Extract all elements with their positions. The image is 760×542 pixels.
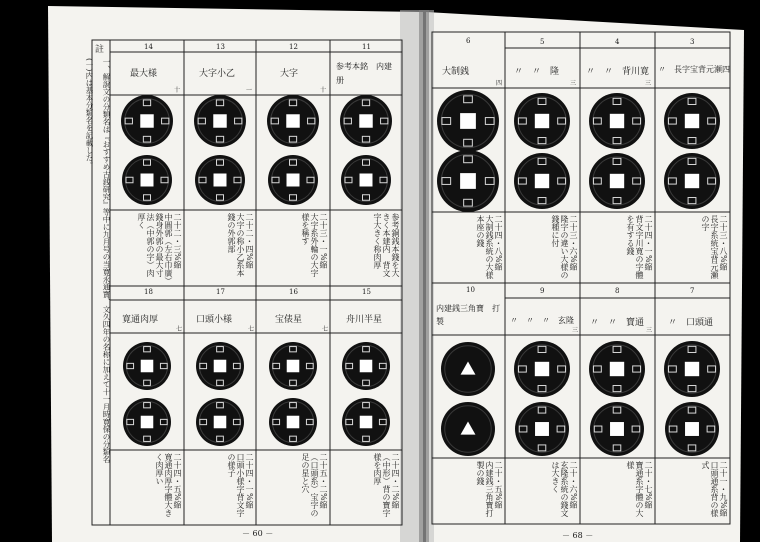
coin-mark: 三 [570,80,577,87]
coin-mark: 三 [572,327,579,334]
coin-reverse [342,398,390,446]
coin-description: 二十三・六%縮 隆字の違い大様の錢種に付 [551,215,578,279]
coin-description: 二十・六%縮 玄隆系統の錢文は大きく [551,461,578,517]
coin-description: 二十二・三%縮 中圓郭（左右巾廣）錢身外郭の最大寸法（中郭の字）肉厚く [137,213,182,281]
coin-obverse [664,341,720,397]
coin-obverse [194,95,246,147]
coin-obverse [121,95,173,147]
coin-number: 12 [289,43,298,51]
coin-label: 大制銭 [442,67,470,77]
coin-number: 10 [466,286,475,294]
coin-number: 6 [466,37,471,45]
coin-number: 4 [615,38,620,46]
coin-description: 二十四・二%縮（中形）背の寶字様を肉厚 [373,453,400,517]
coin-label: 宝俵星 [275,315,303,325]
coin-number: 9 [540,287,545,295]
coin-obverse [514,341,570,397]
coin-description: 二十三・八%縮 長字系統宝背元瀬の字 [701,215,728,279]
coin-description: 二十・七%縮 寶通系字體の大様 [626,461,653,517]
coin-label: 最大様 [130,69,158,79]
coin-description: 二十四・五%縮 寛通肉厚字體大きく肉厚い [155,453,182,517]
coin-reverse [341,155,391,205]
coin-number: 3 [690,38,695,46]
coin-number: 8 [615,287,620,295]
coin-reverse [589,153,645,209]
coin-mark: 三 [645,80,652,87]
note-text-2: (一)内は基本分類名を記載した。 [85,58,94,169]
coin-reverse [123,398,171,446]
coin-label: 〃 長字宝背元瀬四 [658,65,730,74]
coin-number: 11 [362,43,371,51]
coin-mark: 十 [320,87,327,94]
coin-obverse [514,93,570,149]
coin-mark: 七 [176,326,183,333]
coin-reverse [515,402,569,456]
coin-label: 内建銭三角寶 打製 [436,304,500,326]
coin-reverse [441,402,495,456]
coin-obverse [340,95,392,147]
coin-label: 〃 〃 寶通 [590,318,645,328]
coin-description: 二十四・一%縮 口頭小様字背文字の様子 [227,453,254,517]
coin-number: 18 [144,288,153,296]
coin-description: 参考銅銭本錢を大きく本建内 背文字大きく称肉厚 [373,213,400,277]
note-label: 註 [95,45,105,55]
coin-reverse [195,155,245,205]
coin-obverse [342,342,390,390]
coin-obverse [269,342,317,390]
coin-number: 15 [362,288,371,296]
coin-number: 17 [216,288,225,296]
coin-reverse [196,398,244,446]
coin-obverse [123,342,171,390]
coin-label: 口頭小様 [196,315,233,325]
coin-mark: 一 [246,87,253,94]
coin-obverse [196,342,244,390]
coin-label: 〃 〃 隆 [514,67,560,77]
coin-mark: 十 [174,87,181,94]
coin-reverse [664,153,720,209]
coin-label: 〃 〃 背川寛 [586,67,650,77]
coin-reverse [269,398,317,446]
coin-number: 13 [216,43,225,51]
coin-number: 16 [289,288,298,296]
coin-obverse [589,341,645,397]
coin-number: 14 [144,43,153,51]
coin-obverse [664,93,720,149]
coin-description: 二十・五%縮 内建銭三角寶打製の錢 [476,461,503,517]
coin-description: 二十四・一%縮 背文字川寛の字體を有する錢 [626,215,653,279]
coin-reverse [514,153,570,209]
coin-label: 〃 口頭通 [668,318,714,328]
coin-description: 二十四・八%縮 大制銭系統の大様本座の錢 [476,215,503,279]
coin-mark: 七 [248,326,255,333]
coin-description: 二十一・九%縮 口頭通系背の様式 [701,461,728,525]
coin-reverse [437,150,499,212]
coin-reverse [122,155,172,205]
coin-reverse [590,402,644,456]
coin-label: 寛通肉厚 [122,315,159,325]
coin-obverse [267,95,319,147]
coin-obverse [437,90,499,152]
page-number-left: － 60 － [242,529,274,538]
coin-description: 二十五・二%縮（口頭系）宝字の足の星と穴 [301,453,328,517]
coin-reverse [268,155,318,205]
note-text-1: 一、解說文の分類名は『おすすめ古銭研究』等中に九月号の当寛永通寳、文久四年の名称に加えて十一月時寛保の分類名 [102,58,111,463]
coin-mark: 七 [322,326,329,333]
coin-description: 二十三・一%縮 大字系外輪の大字様を稱す [301,213,328,277]
page-number-right: － 68 － [562,531,594,540]
coin-label: 大字小乙 [199,69,236,79]
coin-obverse [589,93,645,149]
coin-obverse [441,342,495,396]
coin-mark: 四 [496,80,503,87]
coin-number: 5 [540,38,545,46]
coin-reverse [665,402,719,456]
coin-number: 7 [690,287,695,295]
coin-mark: 三 [646,327,653,334]
coin-label: 〃 〃 〃 玄隆 [510,316,574,325]
coin-label: 参考本銘 内建册 [336,62,392,85]
coin-label: 舟川半星 [346,315,383,325]
coin-label: 大字 [280,69,299,79]
coin-description: 二十二・四%縮 大字の称小乙系本錢の外郭部 [227,213,254,277]
